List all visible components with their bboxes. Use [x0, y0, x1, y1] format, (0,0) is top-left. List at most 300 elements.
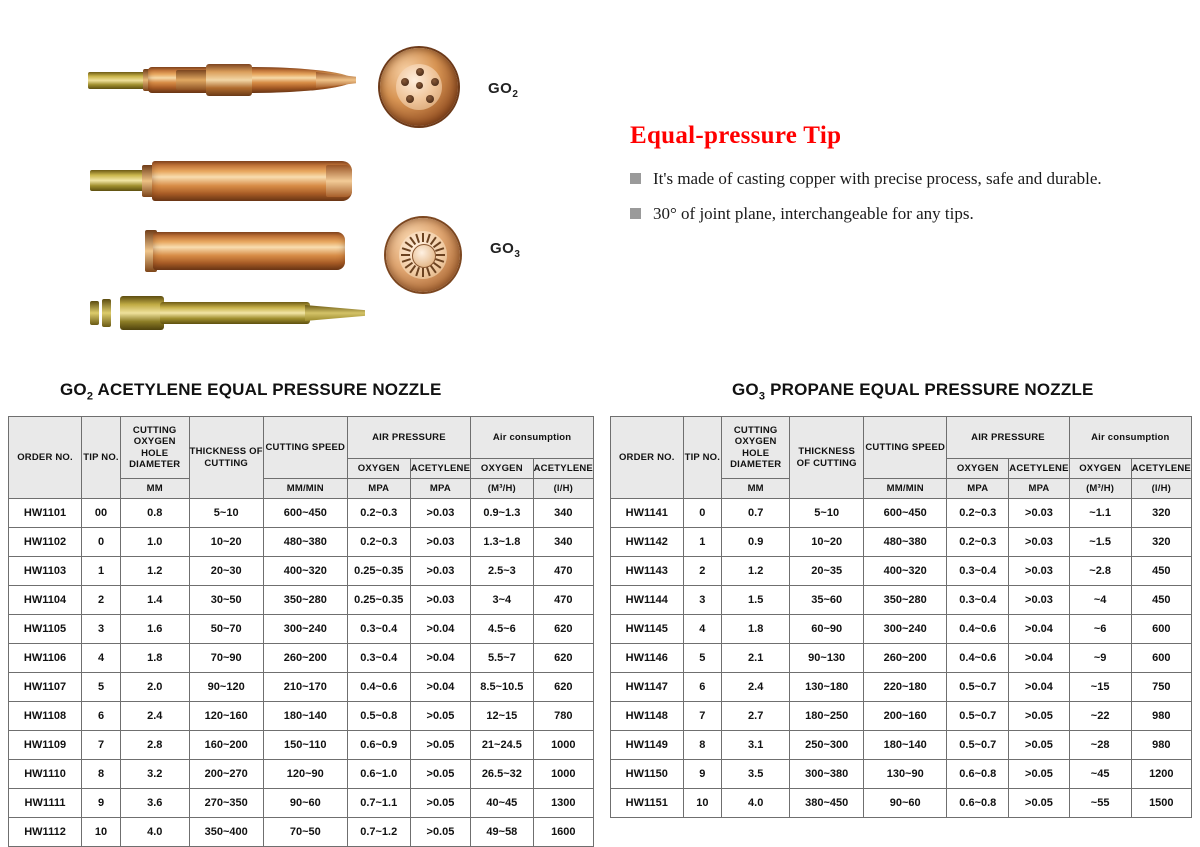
cell-ac-acetylene: 1500 [1131, 789, 1191, 818]
nozzle-face-go2 [380, 48, 458, 126]
cell-hole-diameter: 1.8 [722, 615, 790, 644]
cell-thickness: 180~250 [790, 702, 864, 731]
cell-ac-oxygen: ~6 [1069, 615, 1131, 644]
cell-ap-acetylene: >0.03 [410, 557, 470, 586]
cell-ac-acetylene: 320 [1131, 499, 1191, 528]
cell-thickness: 160~200 [189, 731, 263, 760]
cell-order-no: HW1141 [611, 499, 684, 528]
cell-order-no: HW1104 [9, 586, 82, 615]
cell-thickness: 50~70 [189, 615, 263, 644]
cell-ap-oxygen: 0.5~0.7 [947, 731, 1009, 760]
cell-ap-oxygen: 0.5~0.7 [947, 673, 1009, 702]
nozzle-photo-go2-acetylene-tip [88, 55, 353, 107]
nozzle-photo-go3-propane-tip [90, 155, 350, 210]
cell-ac-acetylene: 750 [1131, 673, 1191, 702]
cell-tip-no: 4 [82, 644, 121, 673]
cell-cutting-speed: 90~60 [263, 789, 347, 818]
col-ap-acetylene: ACETYLENE [1009, 459, 1069, 479]
cell-ap-oxygen: 0.3~0.4 [947, 586, 1009, 615]
gas-hole [426, 95, 434, 103]
col-ac-acetylene: ACETYLENE [1131, 459, 1191, 479]
col-air-pressure: AIR PRESSURE [947, 417, 1069, 459]
cell-thickness: 60~90 [790, 615, 864, 644]
cell-cutting-speed: 180~140 [864, 731, 947, 760]
cell-ac-oxygen: 4.5~6 [471, 615, 534, 644]
cell-hole-diameter: 2.8 [120, 731, 189, 760]
table-row [611, 789, 1192, 818]
nozzle-taper [305, 305, 365, 321]
cell-hole-diameter: 4.0 [722, 789, 790, 818]
cell-hole-diameter: 0.7 [722, 499, 790, 528]
nozzle-body [153, 232, 345, 270]
cell-hole-diameter: 1.0 [120, 528, 189, 557]
cell-order-no: HW1103 [9, 557, 82, 586]
cell-ap-oxygen: 0.2~0.3 [947, 499, 1009, 528]
cell-ap-acetylene: >0.04 [410, 673, 470, 702]
cell-hole-diameter: 1.2 [120, 557, 189, 586]
col-ap-acetylene: ACETYLENE [410, 459, 470, 479]
table-row [611, 673, 1192, 702]
header-row-top [9, 417, 594, 459]
cell-ac-oxygen: ~45 [1069, 760, 1131, 789]
cell-hole-diameter: 1.2 [722, 557, 790, 586]
cell-hole-diameter: 2.1 [722, 644, 790, 673]
col-hole-diameter: CUTTING OXYGEN HOLE DIAMETER [722, 417, 790, 479]
cell-ap-acetylene: >0.03 [1009, 499, 1069, 528]
table-title-rest: ACETYLENE EQUAL PRESSURE NOZZLE [93, 380, 442, 399]
gas-hole [401, 78, 409, 86]
cell-ap-acetylene: >0.04 [1009, 673, 1069, 702]
cell-ac-acetylene: 980 [1131, 731, 1191, 760]
cell-ap-oxygen: 0.6~0.8 [947, 789, 1009, 818]
cell-thickness: 30~50 [189, 586, 263, 615]
cell-ac-oxygen: ~15 [1069, 673, 1131, 702]
col-air-consumption: Air consumption [1069, 417, 1191, 459]
cell-tip-no: 2 [683, 557, 722, 586]
cell-tip-no: 3 [82, 615, 121, 644]
unit-ac-oxygen: (M³/H) [471, 479, 534, 499]
col-thickness: THICKNESS OF CUTTING [189, 417, 263, 499]
cell-order-no: HW1102 [9, 528, 82, 557]
cell-ac-oxygen: 21~24.5 [471, 731, 534, 760]
cell-ac-acetylene: 600 [1131, 615, 1191, 644]
cell-thickness: 5~10 [790, 499, 864, 528]
cell-ap-acetylene: >0.03 [1009, 557, 1069, 586]
table-row [9, 702, 594, 731]
table-row [9, 789, 594, 818]
unit-ac-acetylene: (l/H) [1131, 479, 1191, 499]
cell-ap-acetylene: >0.05 [1009, 760, 1069, 789]
cell-ap-oxygen: 0.25~0.35 [347, 557, 410, 586]
nozzle-photo-copper-sleeve [145, 228, 345, 276]
cell-ap-acetylene: >0.03 [1009, 586, 1069, 615]
table-row [9, 615, 594, 644]
cell-ap-oxygen: 0.6~0.9 [347, 731, 410, 760]
nozzle-taper [316, 72, 356, 88]
cell-ac-acetylene: 620 [533, 615, 593, 644]
cell-tip-no: 7 [683, 702, 722, 731]
cell-cutting-speed: 600~450 [864, 499, 947, 528]
cell-ap-acetylene: >0.04 [410, 615, 470, 644]
table-row [9, 760, 594, 789]
cell-tip-no: 0 [82, 528, 121, 557]
table-row [9, 557, 594, 586]
table-title-main: GO [60, 380, 87, 399]
col-order-no: ORDER NO. [611, 417, 684, 499]
table-row [611, 760, 1192, 789]
cell-order-no: HW1112 [9, 818, 82, 847]
cell-hole-diameter: 3.5 [722, 760, 790, 789]
cell-cutting-speed: 480~380 [864, 528, 947, 557]
cell-cutting-speed: 350~280 [864, 586, 947, 615]
unit-ap-oxygen: MPA [947, 479, 1009, 499]
cell-thickness: 20~30 [189, 557, 263, 586]
nozzle-photo-brass-tip [90, 290, 370, 336]
cell-ap-oxygen: 0.6~1.0 [347, 760, 410, 789]
unit-hole-diameter: MM [120, 479, 189, 499]
cell-cutting-speed: 150~110 [263, 731, 347, 760]
cell-ac-acetylene: 1300 [533, 789, 593, 818]
unit-ac-oxygen: (M³/H) [1069, 479, 1131, 499]
cell-ap-oxygen: 0.7~1.2 [347, 818, 410, 847]
col-ap-oxygen: OXYGEN [947, 459, 1009, 479]
cell-ap-acetylene: >0.03 [410, 586, 470, 615]
spec-table-block-go2 [8, 380, 594, 847]
cell-ac-acetylene: 1000 [533, 731, 593, 760]
cell-cutting-speed: 600~450 [263, 499, 347, 528]
table-row [9, 586, 594, 615]
cell-hole-diameter: 3.2 [120, 760, 189, 789]
table-header [611, 417, 1192, 499]
cell-tip-no: 3 [683, 586, 722, 615]
cell-ap-oxygen: 0.7~1.1 [347, 789, 410, 818]
cell-ap-acetylene: >0.05 [410, 702, 470, 731]
col-cutting-speed: CUTTING SPEED [864, 417, 947, 479]
cell-tip-no: 8 [683, 731, 722, 760]
cell-ap-acetylene: >0.04 [1009, 615, 1069, 644]
cell-ac-oxygen: ~4 [1069, 586, 1131, 615]
unit-ap-acetylene: MPA [1009, 479, 1069, 499]
cell-ac-acetylene: 1000 [533, 760, 593, 789]
spec-table-go3 [610, 416, 1192, 818]
table-row [611, 586, 1192, 615]
cell-hole-diameter: 1.5 [722, 586, 790, 615]
cell-ap-oxygen: 0.2~0.3 [347, 528, 410, 557]
cell-thickness: 380~450 [790, 789, 864, 818]
cell-tip-no: 5 [683, 644, 722, 673]
cell-cutting-speed: 210~170 [263, 673, 347, 702]
table-row [611, 731, 1192, 760]
cell-ap-acetylene: >0.05 [1009, 789, 1069, 818]
square-bullet-icon [630, 173, 641, 184]
cell-ap-oxygen: 0.3~0.4 [947, 557, 1009, 586]
unit-hole-diameter: MM [722, 479, 790, 499]
col-ac-acetylene: ACETYLENE [533, 459, 593, 479]
cell-ac-acetylene: 320 [1131, 528, 1191, 557]
table-body-go2 [9, 499, 594, 847]
unit-ac-acetylene: (l/H) [533, 479, 593, 499]
cell-thickness: 300~380 [790, 760, 864, 789]
cell-ac-oxygen: 5.5~7 [471, 644, 534, 673]
cell-ap-oxygen: 0.2~0.3 [947, 528, 1009, 557]
cell-hole-diameter: 0.8 [120, 499, 189, 528]
cell-cutting-speed: 350~280 [263, 586, 347, 615]
cell-tip-no: 9 [683, 760, 722, 789]
cell-ac-oxygen: ~1.5 [1069, 528, 1131, 557]
cell-cutting-speed: 300~240 [864, 615, 947, 644]
cell-order-no: HW1151 [611, 789, 684, 818]
table-header [9, 417, 594, 499]
cell-order-no: HW1142 [611, 528, 684, 557]
cell-cutting-speed: 260~200 [864, 644, 947, 673]
cell-order-no: HW1149 [611, 731, 684, 760]
cell-thickness: 200~270 [189, 760, 263, 789]
table-row [9, 731, 594, 760]
promo-bullet [630, 168, 1170, 189]
center-hole [416, 82, 423, 89]
cell-order-no: HW1148 [611, 702, 684, 731]
col-ac-oxygen: OXYGEN [1069, 459, 1131, 479]
gas-hole [431, 78, 439, 86]
nozzle-nose [326, 165, 352, 197]
cell-ap-oxygen: 0.2~0.3 [347, 499, 410, 528]
cell-ap-oxygen: 0.5~0.7 [947, 702, 1009, 731]
cell-ac-acetylene: 470 [533, 586, 593, 615]
table-row [9, 818, 594, 847]
col-ap-oxygen: OXYGEN [347, 459, 410, 479]
cell-ap-oxygen: 0.25~0.35 [347, 586, 410, 615]
cell-ac-oxygen: ~2.8 [1069, 557, 1131, 586]
cell-ac-acetylene: 980 [1131, 702, 1191, 731]
table-title-go2 [8, 380, 594, 402]
table-row [611, 557, 1192, 586]
table-row [611, 702, 1192, 731]
cell-cutting-speed: 180~140 [263, 702, 347, 731]
cell-tip-no: 5 [82, 673, 121, 702]
cell-order-no: HW1144 [611, 586, 684, 615]
cell-order-no: HW1145 [611, 615, 684, 644]
cell-order-no: HW1108 [9, 702, 82, 731]
unit-ap-acetylene: MPA [410, 479, 470, 499]
cell-hole-diameter: 2.7 [722, 702, 790, 731]
cell-cutting-speed: 70~50 [263, 818, 347, 847]
unit-ap-oxygen: MPA [347, 479, 410, 499]
cell-ap-oxygen: 0.4~0.6 [947, 644, 1009, 673]
table-title-go3 [610, 380, 1192, 402]
cell-thickness: 90~130 [790, 644, 864, 673]
cell-thickness: 250~300 [790, 731, 864, 760]
promo-title: Equal-pressure Tip [630, 122, 842, 149]
cell-tip-no: 2 [82, 586, 121, 615]
cell-cutting-speed: 200~160 [864, 702, 947, 731]
nozzle-hex-nut [120, 296, 164, 330]
table-title-subscript: 3 [758, 390, 766, 403]
col-tip-no: TIP NO. [683, 417, 722, 499]
nozzle-tail [90, 170, 146, 191]
col-order-no: ORDER NO. [9, 417, 82, 499]
cell-ac-acetylene: 620 [533, 644, 593, 673]
table-row [611, 499, 1192, 528]
cell-order-no: HW1110 [9, 760, 82, 789]
gas-hole [416, 68, 424, 76]
center-hole [412, 244, 436, 268]
cell-tip-no: 0 [683, 499, 722, 528]
cell-order-no: HW1107 [9, 673, 82, 702]
cell-ac-oxygen: ~9 [1069, 644, 1131, 673]
cell-ac-acetylene: 1200 [1131, 760, 1191, 789]
cell-order-no: HW1101 [9, 499, 82, 528]
cell-ap-acetylene: >0.04 [410, 644, 470, 673]
cell-thickness: 120~160 [189, 702, 263, 731]
cell-ap-acetylene: >0.05 [410, 731, 470, 760]
cell-ac-oxygen: 12~15 [471, 702, 534, 731]
promo-block [630, 122, 1170, 239]
nozzle-body [152, 161, 352, 201]
cell-hole-diameter: 1.6 [120, 615, 189, 644]
cell-ap-oxygen: 0.4~0.6 [947, 615, 1009, 644]
cell-ac-oxygen: ~28 [1069, 731, 1131, 760]
promo-bullet-text: It's made of casting copper with precise process, safe and durable. [653, 169, 1102, 188]
cell-hole-diameter: 0.9 [722, 528, 790, 557]
table-row [9, 673, 594, 702]
cell-ac-acetylene: 450 [1131, 586, 1191, 615]
cell-tip-no: 6 [683, 673, 722, 702]
gas-hole [406, 95, 414, 103]
col-air-pressure: AIR PRESSURE [347, 417, 470, 459]
cell-tip-no: 9 [82, 789, 121, 818]
cell-thickness: 270~350 [189, 789, 263, 818]
cell-thickness: 35~60 [790, 586, 864, 615]
unit-cutting-speed: MM/MIN [263, 479, 347, 499]
cell-thickness: 350~400 [189, 818, 263, 847]
cell-order-no: HW1147 [611, 673, 684, 702]
cell-order-no: HW1105 [9, 615, 82, 644]
cell-ac-oxygen: ~1.1 [1069, 499, 1131, 528]
cell-thickness: 10~20 [189, 528, 263, 557]
cell-ap-oxygen: 0.3~0.4 [347, 615, 410, 644]
cell-hole-diameter: 1.4 [120, 586, 189, 615]
product-label-go3: $GO_3$ [490, 240, 521, 260]
cell-ap-oxygen: 0.3~0.4 [347, 644, 410, 673]
cell-ap-acetylene: >0.05 [410, 818, 470, 847]
cell-ac-acetylene: 600 [1131, 644, 1191, 673]
cell-ac-oxygen: 1.3~1.8 [471, 528, 534, 557]
cell-cutting-speed: 400~320 [263, 557, 347, 586]
cell-ac-acetylene: 620 [533, 673, 593, 702]
promo-bullet [630, 203, 1170, 224]
cell-cutting-speed: 300~240 [263, 615, 347, 644]
square-bullet-icon [630, 208, 641, 219]
col-tip-no: TIP NO. [82, 417, 121, 499]
cell-cutting-speed: 400~320 [864, 557, 947, 586]
table-body-go3 [611, 499, 1192, 818]
cell-ap-acetylene: >0.04 [1009, 644, 1069, 673]
cell-thickness: 10~20 [790, 528, 864, 557]
cell-order-no: HW1111 [9, 789, 82, 818]
table-title-rest: PROPANE EQUAL PRESSURE NOZZLE [765, 380, 1094, 399]
table-row [611, 615, 1192, 644]
cell-cutting-speed: 90~60 [864, 789, 947, 818]
cell-ap-acetylene: >0.03 [410, 528, 470, 557]
cell-ap-acetylene: >0.05 [410, 760, 470, 789]
cell-hole-diameter: 4.0 [120, 818, 189, 847]
cell-cutting-speed: 260~200 [263, 644, 347, 673]
spec-table-go2 [8, 416, 594, 847]
cell-ac-acetylene: 470 [533, 557, 593, 586]
cell-ac-acetylene: 1600 [533, 818, 593, 847]
cell-ac-oxygen: 2.5~3 [471, 557, 534, 586]
cell-thickness: 70~90 [189, 644, 263, 673]
cell-tip-no: 4 [683, 615, 722, 644]
unit-cutting-speed: MM/MIN [864, 479, 947, 499]
cell-ac-oxygen: 49~58 [471, 818, 534, 847]
cell-ac-oxygen: 0.9~1.3 [471, 499, 534, 528]
cell-tip-no: 1 [82, 557, 121, 586]
cell-cutting-speed: 480~380 [263, 528, 347, 557]
cell-ac-oxygen: ~55 [1069, 789, 1131, 818]
cell-ap-oxygen: 0.5~0.8 [347, 702, 410, 731]
cell-thickness: 90~120 [189, 673, 263, 702]
product-label-go3-subscript: 3 [514, 249, 521, 260]
table-title-main: GO [732, 380, 759, 399]
col-cutting-speed: CUTTING SPEED [263, 417, 347, 479]
cell-cutting-speed: 120~90 [263, 760, 347, 789]
cell-ac-acetylene: 450 [1131, 557, 1191, 586]
col-air-consumption: Air consumption [471, 417, 594, 459]
cell-tip-no: 10 [82, 818, 121, 847]
nozzle-ring [90, 301, 99, 325]
table-row [611, 528, 1192, 557]
cell-ap-acetylene: >0.05 [1009, 731, 1069, 760]
cell-ap-acetylene: >0.03 [1009, 528, 1069, 557]
cell-ap-oxygen: 0.4~0.6 [347, 673, 410, 702]
nozzle-tail [88, 72, 146, 89]
cell-hole-diameter: 3.6 [120, 789, 189, 818]
cell-ac-oxygen: ~22 [1069, 702, 1131, 731]
nozzle-face-go3 [386, 218, 460, 292]
cell-thickness: 20~35 [790, 557, 864, 586]
col-thickness: THICKNESS OF CUTTING [790, 417, 864, 499]
nozzle-face-disc [380, 48, 458, 126]
table-title-subscript: 2 [86, 390, 94, 403]
cell-ac-oxygen: 40~45 [471, 789, 534, 818]
nozzle-hex-nut [206, 64, 252, 96]
cell-hole-diameter: 1.8 [120, 644, 189, 673]
cell-order-no: HW1150 [611, 760, 684, 789]
cell-order-no: HW1109 [9, 731, 82, 760]
table-row [9, 644, 594, 673]
cell-order-no: HW1146 [611, 644, 684, 673]
cell-tip-no: 10 [683, 789, 722, 818]
cell-tip-no: 1 [683, 528, 722, 557]
cell-tip-no: 8 [82, 760, 121, 789]
col-ac-oxygen: OXYGEN [471, 459, 534, 479]
cell-ap-acetylene: >0.05 [410, 789, 470, 818]
nozzle-face-disc [386, 218, 460, 292]
cell-ac-acetylene: 340 [533, 499, 593, 528]
cell-cutting-speed: 130~90 [864, 760, 947, 789]
cell-tip-no: 7 [82, 731, 121, 760]
cell-thickness: 130~180 [790, 673, 864, 702]
cell-hole-diameter: 2.4 [722, 673, 790, 702]
spec-table-block-go3 [610, 380, 1192, 818]
cell-order-no: HW1143 [611, 557, 684, 586]
cell-ap-acetylene: >0.05 [1009, 702, 1069, 731]
product-label-go2: $GO_2$ [488, 80, 519, 100]
cell-ap-acetylene: >0.03 [410, 499, 470, 528]
cell-ac-oxygen: 26.5~32 [471, 760, 534, 789]
nozzle-body [160, 302, 310, 324]
